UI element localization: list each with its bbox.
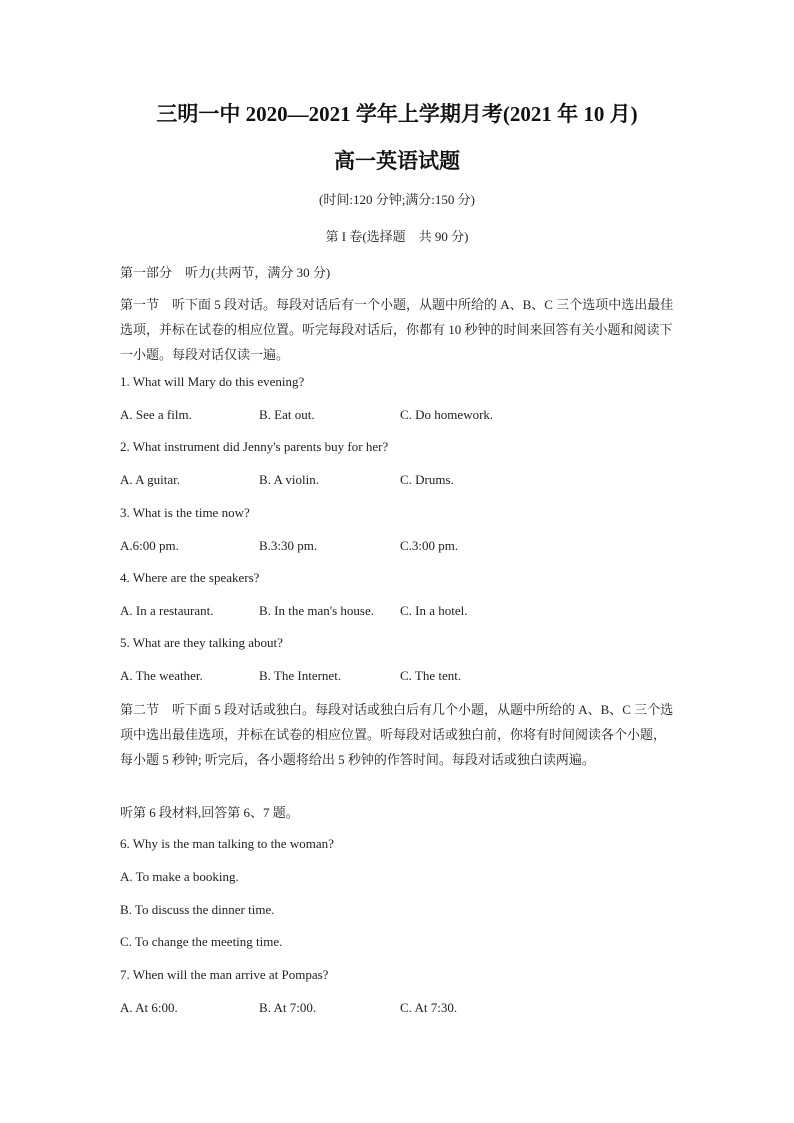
exam-title: 三明一中 2020—2021 学年上学期月考(2021 年 10 月): [156, 102, 638, 126]
q1-option-b: B. Eat out.: [259, 407, 315, 422]
question-3: 3. What is the time now?: [120, 505, 250, 520]
q2-option-a: A. A guitar.: [120, 472, 180, 487]
q6-option-c: C. To change the meeting time.: [120, 934, 283, 949]
q1-option-c: C. Do homework.: [400, 407, 494, 422]
q3-option-b: B.3:30 pm.: [259, 538, 318, 553]
q4-option-b: B. In the man's house.: [259, 603, 374, 618]
q2-option-b: B. A violin.: [259, 472, 319, 487]
question-4: 4. Where are the speakers?: [120, 570, 260, 585]
section2-intro: 第二节 听下面 5 段对话或独白。每段对话或独白后有几个小题，从题中所给的 A、B、C 三个选项中选出最佳选项，并标在试卷的相应位置。听每段对话或独白前，你将有时间阅读各个小题，每小题 5 秒钟; 听完后，各小题将给出 5 秒钟的作答时间。每段对话或独白读两遍。: [120, 702, 674, 767]
q2-option-c: C. Drums.: [400, 472, 454, 487]
q6-option-a: A. To make a booking.: [120, 869, 239, 884]
q3-option-a: A.6:00 pm.: [120, 538, 179, 553]
part1-heading: 第一部分 听力(共两节，满分 30 分): [120, 265, 331, 280]
q5-option-c: C. The tent.: [400, 668, 462, 683]
q5-option-a: A. The weather.: [120, 668, 203, 683]
question-5: 5. What are they talking about?: [120, 635, 283, 650]
section1-intro: 第一节 听下面 5 段对话。每段对话后有一个小题，从题中所给的 A、B、C 三个选项中选出最佳选项，并标在试卷的相应位置。听完每段对话后，你都有 10 秒钟的时间来回答有关小题和阅读下一小题。每段对话仅读一遍。: [120, 297, 674, 362]
q6-option-b: B. To discuss the dinner time.: [120, 902, 275, 917]
material-6-instruction: 听第 6 段材料,回答第 6、7 题。: [120, 805, 299, 820]
question-7: 7. When will the man arrive at Pompas?: [120, 967, 329, 982]
volume-heading: 第 I 卷(选择题 共 90 分): [325, 229, 469, 244]
q5-option-b: B. The Internet.: [259, 668, 342, 683]
question-2: 2. What instrument did Jenny's parents buy for her?: [120, 439, 389, 454]
q4-option-c: C. In a hotel.: [400, 603, 468, 618]
time-score-info: (时间:120 分钟;满分:150 分): [319, 192, 475, 207]
q7-option-b: B. At 7:00.: [259, 1000, 317, 1015]
q1-option-a: A. See a film.: [120, 407, 192, 422]
question-6: 6. Why is the man talking to the woman?: [120, 836, 334, 851]
question-1: 1. What will Mary do this evening?: [120, 374, 305, 389]
q4-option-a: A. In a restaurant.: [120, 603, 214, 618]
q3-option-c: C.3:00 pm.: [400, 538, 459, 553]
exam-subtitle: 高一英语试题: [334, 149, 460, 173]
q7-option-c: C. At 7:30.: [400, 1000, 458, 1015]
q7-option-a: A. At 6:00.: [120, 1000, 178, 1015]
